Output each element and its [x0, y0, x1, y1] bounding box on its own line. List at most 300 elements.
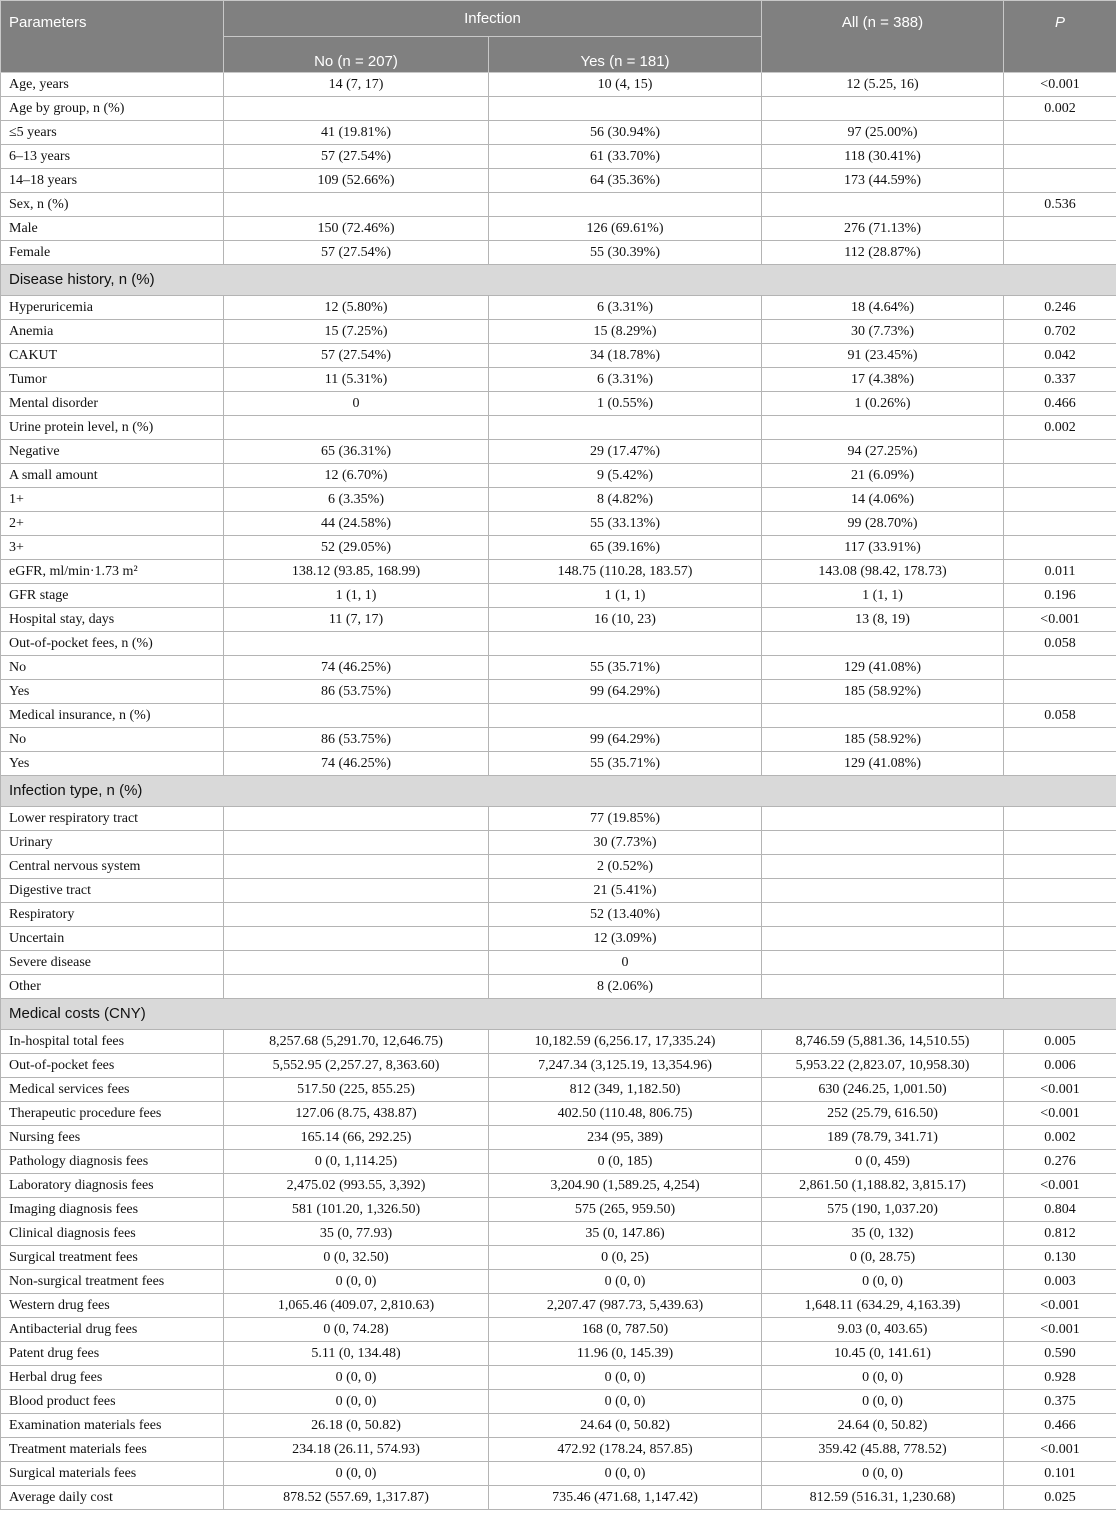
cell-infection-yes: 52 (13.40%) [489, 903, 762, 927]
row-label: Herbal drug fees [1, 1366, 224, 1390]
cell-p-value: <0.001 [1004, 1102, 1116, 1126]
table-row [1, 560, 1116, 584]
cell-infection-yes: 9 (5.42%) [489, 464, 762, 488]
cell-infection-no: 234.18 (26.11, 574.93) [224, 1438, 489, 1462]
table-row [1, 416, 1116, 440]
row-label: Blood product fees [1, 1390, 224, 1414]
table-row [1, 879, 1116, 903]
row-label: 2+ [1, 512, 224, 536]
row-label: Treatment materials fees [1, 1438, 224, 1462]
cell-p-value: 0.002 [1004, 1126, 1116, 1150]
cell-p-value [1004, 488, 1116, 512]
cell-all [762, 193, 1004, 217]
cell-infection-no: 1 (1, 1) [224, 584, 489, 608]
row-label: Sex, n (%) [1, 193, 224, 217]
table-row [1, 320, 1116, 344]
cell-p-value [1004, 680, 1116, 704]
row-label: In-hospital total fees [1, 1030, 224, 1054]
table-row [1, 121, 1116, 145]
cell-all [762, 855, 1004, 879]
cell-infection-no: 5.11 (0, 134.48) [224, 1342, 489, 1366]
cell-all: 14 (4.06%) [762, 488, 1004, 512]
cell-infection-no [224, 831, 489, 855]
table-row [1, 1246, 1116, 1270]
cell-infection-no: 1,065.46 (409.07, 2,810.63) [224, 1294, 489, 1318]
cell-infection-no [224, 855, 489, 879]
cell-infection-no: 0 (0, 0) [224, 1270, 489, 1294]
cell-all: 1,648.11 (634.29, 4,163.39) [762, 1294, 1004, 1318]
cell-all: 630 (246.25, 1,001.50) [762, 1078, 1004, 1102]
cell-p-value [1004, 975, 1116, 999]
table-row [1, 927, 1116, 951]
cell-infection-no: 581 (101.20, 1,326.50) [224, 1198, 489, 1222]
cell-infection-yes [489, 97, 762, 121]
cell-p-value [1004, 855, 1116, 879]
table-row [1, 1102, 1116, 1126]
cell-infection-no: 11 (5.31%) [224, 368, 489, 392]
table-row [1, 855, 1116, 879]
cell-infection-no [224, 632, 489, 656]
cell-infection-no: 65 (36.31%) [224, 440, 489, 464]
cell-infection-no: 12 (5.80%) [224, 296, 489, 320]
cell-infection-yes: 65 (39.16%) [489, 536, 762, 560]
cell-infection-yes: 55 (33.13%) [489, 512, 762, 536]
cell-infection-yes: 11.96 (0, 145.39) [489, 1342, 762, 1366]
table-row [1, 241, 1116, 265]
cell-infection-yes: 29 (17.47%) [489, 440, 762, 464]
row-label: Therapeutic procedure fees [1, 1102, 224, 1126]
cell-infection-yes: 0 (0, 0) [489, 1390, 762, 1414]
cell-infection-yes [489, 193, 762, 217]
header-all: All (n = 388) [762, 1, 1004, 73]
cell-p-value: 0.005 [1004, 1030, 1116, 1054]
cell-all: 0 (0, 0) [762, 1366, 1004, 1390]
cell-p-value [1004, 241, 1116, 265]
cell-p-value: 0.337 [1004, 368, 1116, 392]
cell-all: 0 (0, 0) [762, 1270, 1004, 1294]
cell-infection-no: 14 (7, 17) [224, 73, 489, 97]
cell-infection-yes: 77 (19.85%) [489, 807, 762, 831]
table-row [1, 97, 1116, 121]
cell-all: 276 (71.13%) [762, 217, 1004, 241]
table-row [1, 1030, 1116, 1054]
cell-p-value: 0.466 [1004, 1414, 1116, 1438]
row-label: ≤5 years [1, 121, 224, 145]
cell-infection-yes: 0 [489, 951, 762, 975]
cell-p-value [1004, 121, 1116, 145]
cell-all: 21 (6.09%) [762, 464, 1004, 488]
table-row [1, 145, 1116, 169]
table-row [1, 440, 1116, 464]
cell-infection-yes: 148.75 (110.28, 183.57) [489, 560, 762, 584]
cell-infection-no: 0 (0, 0) [224, 1366, 489, 1390]
cell-p-value: <0.001 [1004, 1438, 1116, 1462]
table-header [1, 1, 1116, 73]
cell-p-value: 0.928 [1004, 1366, 1116, 1390]
row-label: Hospital stay, days [1, 608, 224, 632]
cell-infection-yes: 8 (2.06%) [489, 975, 762, 999]
cell-infection-no: 878.52 (557.69, 1,317.87) [224, 1486, 489, 1510]
cell-infection-yes: 12 (3.09%) [489, 927, 762, 951]
table-row [1, 584, 1116, 608]
cell-infection-yes: 34 (18.78%) [489, 344, 762, 368]
cell-infection-yes: 24.64 (0, 50.82) [489, 1414, 762, 1438]
cell-infection-yes: 16 (10, 23) [489, 608, 762, 632]
row-label: 14–18 years [1, 169, 224, 193]
cell-infection-no [224, 951, 489, 975]
cell-infection-yes: 64 (35.36%) [489, 169, 762, 193]
cell-infection-no: 57 (27.54%) [224, 145, 489, 169]
cell-infection-no: 57 (27.54%) [224, 344, 489, 368]
cell-all: 30 (7.73%) [762, 320, 1004, 344]
cell-infection-no: 109 (52.66%) [224, 169, 489, 193]
row-label: 3+ [1, 536, 224, 560]
cell-p-value: 0.042 [1004, 344, 1116, 368]
header-infection: Infection [224, 1, 762, 37]
cell-all [762, 927, 1004, 951]
cell-infection-no: 150 (72.46%) [224, 217, 489, 241]
cell-all: 91 (23.45%) [762, 344, 1004, 368]
cell-infection-no: 0 (0, 74.28) [224, 1318, 489, 1342]
row-label: Out-of-pocket fees, n (%) [1, 632, 224, 656]
table-row [1, 488, 1116, 512]
cell-infection-yes: 0 (0, 0) [489, 1462, 762, 1486]
table-row [1, 1414, 1116, 1438]
cell-infection-yes: 7,247.34 (3,125.19, 13,354.96) [489, 1054, 762, 1078]
table-body [1, 73, 1116, 1510]
row-label: Western drug fees [1, 1294, 224, 1318]
cell-p-value [1004, 728, 1116, 752]
table-row [1, 1126, 1116, 1150]
cell-infection-yes: 126 (69.61%) [489, 217, 762, 241]
cell-all: 9.03 (0, 403.65) [762, 1318, 1004, 1342]
cell-infection-no: 12 (6.70%) [224, 464, 489, 488]
cell-infection-yes: 55 (30.39%) [489, 241, 762, 265]
cell-all: 1 (1, 1) [762, 584, 1004, 608]
row-label: Antibacterial drug fees [1, 1318, 224, 1342]
cell-infection-yes: 575 (265, 959.50) [489, 1198, 762, 1222]
cell-infection-yes: 6 (3.31%) [489, 368, 762, 392]
cell-all: 185 (58.92%) [762, 728, 1004, 752]
cell-infection-no: 11 (7, 17) [224, 608, 489, 632]
row-label: Pathology diagnosis fees [1, 1150, 224, 1174]
cell-infection-no: 35 (0, 77.93) [224, 1222, 489, 1246]
cell-p-value [1004, 145, 1116, 169]
cell-all [762, 97, 1004, 121]
row-label: Tumor [1, 368, 224, 392]
table-row [1, 1054, 1116, 1078]
cell-p-value: <0.001 [1004, 1294, 1116, 1318]
table-row [1, 344, 1116, 368]
cell-infection-yes: 1 (1, 1) [489, 584, 762, 608]
cell-all [762, 704, 1004, 728]
cell-p-value: 0.702 [1004, 320, 1116, 344]
table-row [1, 656, 1116, 680]
cell-p-value [1004, 879, 1116, 903]
cell-p-value: 0.058 [1004, 632, 1116, 656]
row-label: Imaging diagnosis fees [1, 1198, 224, 1222]
cell-all: 5,953.22 (2,823.07, 10,958.30) [762, 1054, 1004, 1078]
cell-p-value [1004, 512, 1116, 536]
cell-p-value: 0.002 [1004, 416, 1116, 440]
cell-all: 359.42 (45.88, 778.52) [762, 1438, 1004, 1462]
table-row [1, 1270, 1116, 1294]
cell-p-value: 0.025 [1004, 1486, 1116, 1510]
table-row [1, 464, 1116, 488]
row-label: Medical services fees [1, 1078, 224, 1102]
cell-all: 12 (5.25, 16) [762, 73, 1004, 97]
cell-p-value [1004, 536, 1116, 560]
cell-p-value: 0.590 [1004, 1342, 1116, 1366]
table-row [1, 752, 1116, 776]
cell-infection-no: 517.50 (225, 855.25) [224, 1078, 489, 1102]
cell-infection-no [224, 807, 489, 831]
cell-infection-no [224, 927, 489, 951]
row-label: Average daily cost [1, 1486, 224, 1510]
row-label: Urinary [1, 831, 224, 855]
table-row [1, 1366, 1116, 1390]
cell-infection-no: 165.14 (66, 292.25) [224, 1126, 489, 1150]
cell-infection-no: 0 (0, 32.50) [224, 1246, 489, 1270]
header-infection-no: No (n = 207) [224, 37, 489, 73]
table-row [1, 1438, 1116, 1462]
table-row [1, 1390, 1116, 1414]
cell-infection-yes: 55 (35.71%) [489, 752, 762, 776]
table-row [1, 807, 1116, 831]
cell-infection-yes: 1 (0.55%) [489, 392, 762, 416]
table-row [1, 1078, 1116, 1102]
row-label: Nursing fees [1, 1126, 224, 1150]
table-row [1, 951, 1116, 975]
table-row [1, 1486, 1116, 1510]
cell-infection-no: 86 (53.75%) [224, 680, 489, 704]
cell-p-value: 0.130 [1004, 1246, 1116, 1270]
cell-infection-yes: 2,207.47 (987.73, 5,439.63) [489, 1294, 762, 1318]
row-label: Hyperuricemia [1, 296, 224, 320]
cell-all: 812.59 (516.31, 1,230.68) [762, 1486, 1004, 1510]
cell-all: 24.64 (0, 50.82) [762, 1414, 1004, 1438]
cell-infection-no: 86 (53.75%) [224, 728, 489, 752]
table-row [1, 680, 1116, 704]
row-label: GFR stage [1, 584, 224, 608]
cell-infection-no [224, 416, 489, 440]
row-label: Digestive tract [1, 879, 224, 903]
row-label: Anemia [1, 320, 224, 344]
cell-all [762, 807, 1004, 831]
cell-all: 112 (28.87%) [762, 241, 1004, 265]
cell-p-value: 0.196 [1004, 584, 1116, 608]
cell-infection-no: 8,257.68 (5,291.70, 12,646.75) [224, 1030, 489, 1054]
cell-all: 97 (25.00%) [762, 121, 1004, 145]
row-label: Mental disorder [1, 392, 224, 416]
cell-infection-no: 0 (0, 0) [224, 1462, 489, 1486]
row-label: Lower respiratory tract [1, 807, 224, 831]
cell-all: 185 (58.92%) [762, 680, 1004, 704]
cell-infection-no: 52 (29.05%) [224, 536, 489, 560]
table-row [1, 704, 1116, 728]
cell-infection-no: 74 (46.25%) [224, 752, 489, 776]
cell-infection-yes: 0 (0, 185) [489, 1150, 762, 1174]
cell-infection-yes: 8 (4.82%) [489, 488, 762, 512]
cell-all: 0 (0, 0) [762, 1390, 1004, 1414]
cell-all: 575 (190, 1,037.20) [762, 1198, 1004, 1222]
cell-p-value: 0.003 [1004, 1270, 1116, 1294]
cell-infection-no: 0 [224, 392, 489, 416]
cell-infection-yes: 2 (0.52%) [489, 855, 762, 879]
cell-p-value: 0.246 [1004, 296, 1116, 320]
row-label: Medical insurance, n (%) [1, 704, 224, 728]
cell-p-value: <0.001 [1004, 73, 1116, 97]
cell-infection-yes: 61 (33.70%) [489, 145, 762, 169]
section-title: Infection type, n (%) [1, 776, 1116, 807]
cell-infection-yes: 0 (0, 25) [489, 1246, 762, 1270]
cell-p-value [1004, 752, 1116, 776]
row-label: 6–13 years [1, 145, 224, 169]
cell-p-value: 0.536 [1004, 193, 1116, 217]
row-label: Urine protein level, n (%) [1, 416, 224, 440]
cell-p-value: 0.804 [1004, 1198, 1116, 1222]
cell-all [762, 416, 1004, 440]
cell-infection-no: 26.18 (0, 50.82) [224, 1414, 489, 1438]
cell-p-value [1004, 217, 1116, 241]
cell-all: 0 (0, 28.75) [762, 1246, 1004, 1270]
cell-infection-yes: 0 (0, 0) [489, 1366, 762, 1390]
cell-p-value: 0.466 [1004, 392, 1116, 416]
table-row [1, 217, 1116, 241]
section-title: Medical costs (CNY) [1, 999, 1116, 1030]
cell-infection-yes: 15 (8.29%) [489, 320, 762, 344]
row-label: Uncertain [1, 927, 224, 951]
cell-p-value: 0.276 [1004, 1150, 1116, 1174]
cell-all: 17 (4.38%) [762, 368, 1004, 392]
table-row [1, 193, 1116, 217]
row-label: Yes [1, 752, 224, 776]
cell-p-value [1004, 169, 1116, 193]
cell-all [762, 903, 1004, 927]
cell-infection-no: 2,475.02 (993.55, 3,392) [224, 1174, 489, 1198]
table-row [1, 831, 1116, 855]
cell-infection-yes: 735.46 (471.68, 1,147.42) [489, 1486, 762, 1510]
cell-all: 118 (30.41%) [762, 145, 1004, 169]
cell-all [762, 632, 1004, 656]
table-row [1, 368, 1116, 392]
cell-infection-yes: 21 (5.41%) [489, 879, 762, 903]
table-row [1, 1318, 1116, 1342]
row-label: Non-surgical treatment fees [1, 1270, 224, 1294]
cell-all [762, 831, 1004, 855]
row-label: Age by group, n (%) [1, 97, 224, 121]
row-label: eGFR, ml/min·1.73 m² [1, 560, 224, 584]
row-label: Out-of-pocket fees [1, 1054, 224, 1078]
table-row [1, 536, 1116, 560]
row-label: A small amount [1, 464, 224, 488]
cell-all: 173 (44.59%) [762, 169, 1004, 193]
cell-all: 2,861.50 (1,188.82, 3,815.17) [762, 1174, 1004, 1198]
cell-infection-no: 138.12 (93.85, 168.99) [224, 560, 489, 584]
cell-p-value [1004, 927, 1116, 951]
cell-all: 143.08 (98.42, 178.73) [762, 560, 1004, 584]
cell-p-value [1004, 807, 1116, 831]
cell-p-value: <0.001 [1004, 1318, 1116, 1342]
cell-all: 129 (41.08%) [762, 656, 1004, 680]
table-row [1, 1342, 1116, 1366]
cell-infection-yes [489, 416, 762, 440]
cell-infection-no [224, 879, 489, 903]
row-label: Negative [1, 440, 224, 464]
cell-all: 94 (27.25%) [762, 440, 1004, 464]
cell-infection-no: 74 (46.25%) [224, 656, 489, 680]
row-label: CAKUT [1, 344, 224, 368]
cell-infection-yes: 3,204.90 (1,589.25, 4,254) [489, 1174, 762, 1198]
table-row [1, 728, 1116, 752]
cell-infection-yes: 35 (0, 147.86) [489, 1222, 762, 1246]
table-row [1, 73, 1116, 97]
cell-infection-no: 0 (0, 1,114.25) [224, 1150, 489, 1174]
cell-infection-yes: 812 (349, 1,182.50) [489, 1078, 762, 1102]
cell-p-value [1004, 903, 1116, 927]
cell-infection-no [224, 97, 489, 121]
row-label: Yes [1, 680, 224, 704]
cell-infection-no [224, 975, 489, 999]
cell-infection-no: 15 (7.25%) [224, 320, 489, 344]
row-label: Laboratory diagnosis fees [1, 1174, 224, 1198]
table-row [1, 1174, 1116, 1198]
row-label: No [1, 728, 224, 752]
cell-p-value: 0.101 [1004, 1462, 1116, 1486]
cell-p-value [1004, 440, 1116, 464]
cell-infection-yes: 56 (30.94%) [489, 121, 762, 145]
cell-infection-yes: 30 (7.73%) [489, 831, 762, 855]
cell-infection-no [224, 704, 489, 728]
cell-all [762, 951, 1004, 975]
header-parameters: Parameters [1, 1, 224, 73]
table-row [1, 512, 1116, 536]
cell-infection-yes: 10,182.59 (6,256.17, 17,335.24) [489, 1030, 762, 1054]
cell-infection-no: 127.06 (8.75, 438.87) [224, 1102, 489, 1126]
cell-all: 129 (41.08%) [762, 752, 1004, 776]
cell-infection-yes [489, 704, 762, 728]
cell-infection-yes: 472.92 (178.24, 857.85) [489, 1438, 762, 1462]
cell-all [762, 879, 1004, 903]
header-p: P [1004, 1, 1116, 73]
row-label: Age, years [1, 73, 224, 97]
cell-infection-no: 44 (24.58%) [224, 512, 489, 536]
cell-infection-no: 6 (3.35%) [224, 488, 489, 512]
cell-all: 13 (8, 19) [762, 608, 1004, 632]
row-label: Male [1, 217, 224, 241]
cell-all: 8,746.59 (5,881.36, 14,510.55) [762, 1030, 1004, 1054]
cell-all: 117 (33.91%) [762, 536, 1004, 560]
row-label: Severe disease [1, 951, 224, 975]
section-title: Disease history, n (%) [1, 265, 1116, 296]
cell-p-value: 0.011 [1004, 560, 1116, 584]
row-label: Other [1, 975, 224, 999]
cell-p-value [1004, 831, 1116, 855]
cell-infection-no: 5,552.95 (2,257.27, 8,363.60) [224, 1054, 489, 1078]
cell-p-value: 0.812 [1004, 1222, 1116, 1246]
row-label: Female [1, 241, 224, 265]
header-infection-yes: Yes (n = 181) [489, 37, 762, 73]
cell-infection-yes: 99 (64.29%) [489, 680, 762, 704]
section-header-row [1, 776, 1116, 807]
row-label: Clinical diagnosis fees [1, 1222, 224, 1246]
table-row [1, 903, 1116, 927]
table-row [1, 1462, 1116, 1486]
cell-all: 18 (4.64%) [762, 296, 1004, 320]
cell-p-value: <0.001 [1004, 608, 1116, 632]
cell-infection-no: 57 (27.54%) [224, 241, 489, 265]
cell-infection-yes: 168 (0, 787.50) [489, 1318, 762, 1342]
